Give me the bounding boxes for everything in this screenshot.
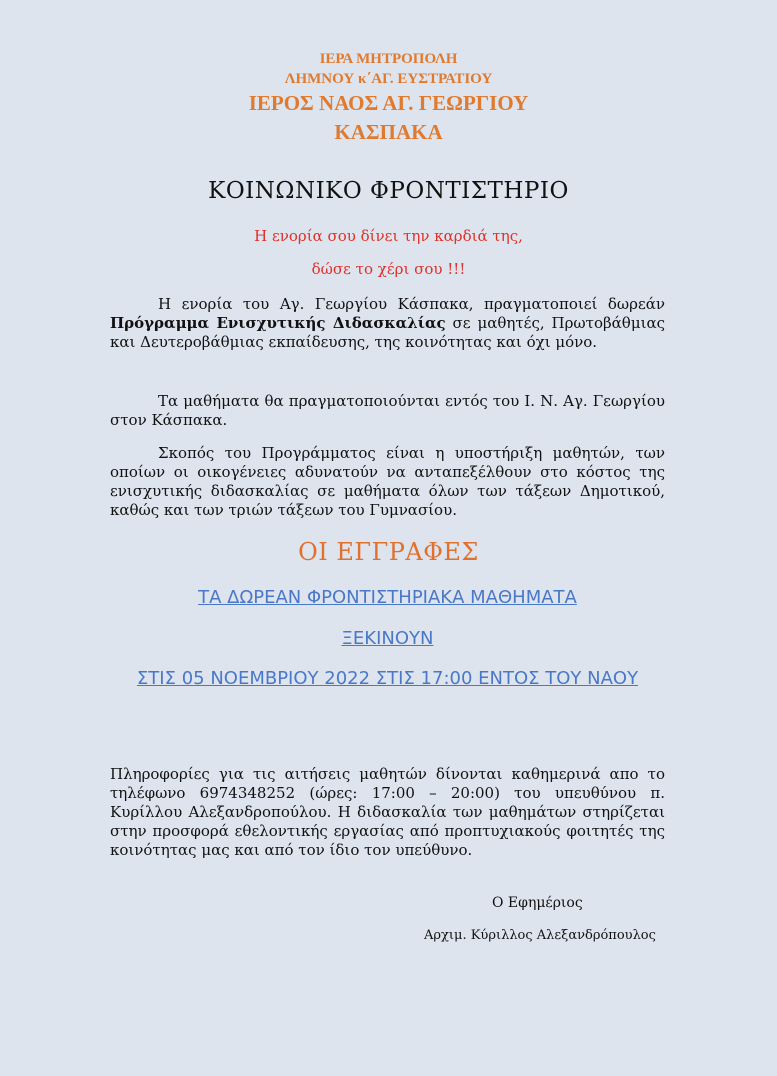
notice-line-1: ΤΑ ΔΩΡΕΑΝ ΦΡΟΝΤΙΣΤΗΡΙΑΚΑ ΜΑΘΗΜΑΤΑ: [198, 587, 577, 608]
header-village: ΚΑΣΠΑΚΑ: [334, 120, 443, 144]
paragraph-info: Πληροφορίες για τις αιτήσεις μαθητών δίνονται καθημερινά απο το τηλέφωνο 6974348252 (ώρες: 17:00 – 20:00) του υπευθύνου π. Κυρίλλου Αλεξανδροπούλου. Η διδασκαλία των μαθημάτων στηρίζεται στην προσφορά εθελοντικής εργασίας από προπτυχιακούς φοιτητές της κοινότητας μας και από τον ίδιο τον υπεύθυνο.: [110, 765, 665, 859]
paragraph-program: [110, 295, 665, 352]
paragraph-location: [110, 392, 665, 430]
header-diocese: ΛΗΜΝΟΥ κ΄ΑΓ. ΕΥΣΤΡΑΤΙΟΥ: [284, 71, 493, 87]
paragraph-purpose-text: Σκοπός του Προγράμματος είναι η υποστήριξη μαθητών, των οποίων οι οικογένειες αδυνατούν να ανταπεξέλθουν στο κόστος της ενισχυτικής διδασκαλίας σε μαθήματα όλων των τάξεων Δημοτικού, καθώς και των τριών τάξεων του Γυμνασίου.: [110, 444, 665, 519]
header-church: ΙΕΡΟΣ ΝΑΟΣ ΑΓ. ΓΕΩΡΓΙΟΥ: [248, 91, 529, 115]
paragraph-location-text: Τα μαθήματα θα πραγματοποιούνται εντός του Ι. Ν. Αγ. Γεωργίου στον Κάσπακα.: [110, 392, 665, 429]
notice-line-3: ΣΤΙΣ 05 ΝΟΕΜΒΡΙΟΥ 2022 ΣΤΙΣ 17:00 ΕΝΤΟΣ ΤΟΥ ΝΑΟΥ: [136, 668, 639, 689]
notice-line-2: ΞΕΚΙΝΟΥΝ: [341, 628, 434, 649]
paragraph-purpose: [110, 444, 665, 520]
signature-role: Ο Εφημέριος: [492, 895, 583, 911]
paragraph-program-intro: Η ενορία του Αγ. Γεωργίου Κάσπακα, πραγματοποιεί δωρεάν: [158, 295, 665, 313]
signature-name: Αρχιμ. Κύριλλος Αλεξανδρόπουλος: [424, 928, 656, 943]
program-name: Πρόγραμμα Ενισχυτικής Διδασκαλίας: [110, 314, 446, 332]
header-metropolis: ΙΕΡΑ ΜΗΤΡΟΠΟΛΗ: [319, 51, 458, 67]
enrollment-heading: ΟΙ ΕΓΓΡΑΦΕΣ: [298, 538, 479, 566]
page-title: ΚΟΙΝΩΝΙΚΟ ΦΡΟΝΤΙΣΤΗΡΙΟ: [208, 178, 569, 204]
paragraph-program-rest: σε μαθητές, Πρωτοβάθμιας και Δευτεροβάθμιας εκπαίδευσης, της κοινότητας και όχι μόνο.: [110, 314, 665, 351]
slogan-line-1: Η ενορία σου δίνει την καρδιά της,: [254, 227, 523, 245]
slogan-line-2: δώσε το χέρι σου !!!: [311, 260, 466, 278]
